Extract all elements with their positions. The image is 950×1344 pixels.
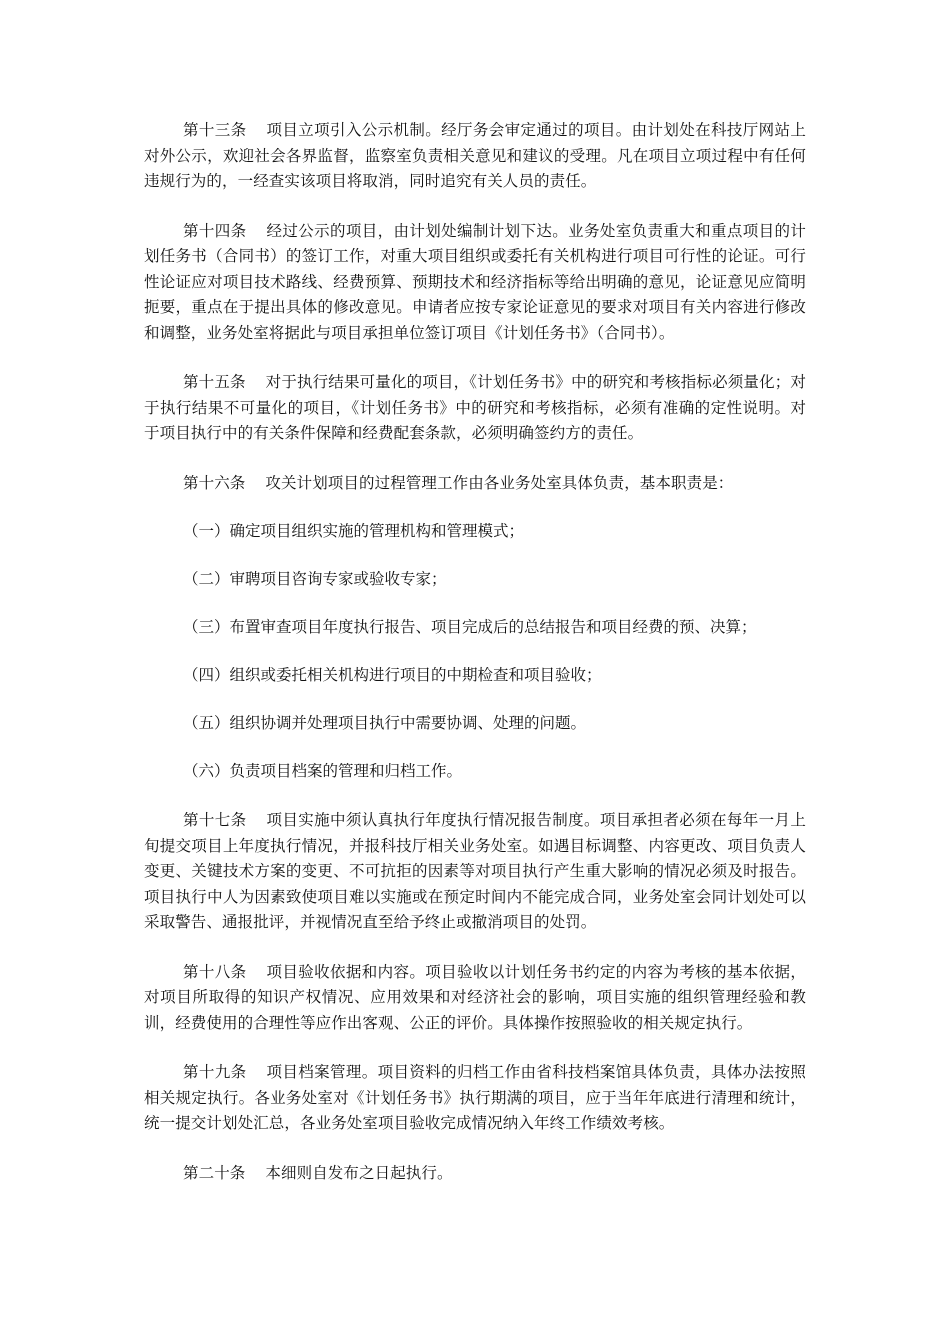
article-label: 第十六条 [183, 473, 246, 492]
article-label: 第二十条 [183, 1163, 246, 1182]
article-18 [144, 960, 806, 1037]
article-20 [144, 1161, 806, 1187]
article-label: 第十七条 [183, 811, 247, 829]
duty-item-2: （二）审聘项目咨询专家或验收专家； [183, 570, 447, 588]
article-14 [144, 219, 806, 347]
article-label: 第十四条 [183, 221, 247, 240]
article-label: 第十三条 [183, 121, 247, 139]
article-text: 本细则自发布之日起执行。 [265, 1163, 453, 1182]
article-13 [144, 118, 806, 195]
article-label: 第十五条 [183, 373, 246, 391]
article-label: 第十八条 [183, 962, 247, 981]
article-17 [144, 808, 806, 936]
article-text: 项目实施中须认真执行年度执行情况报告制度。项目承担者必须在每年一月上旬提交项目上年度执行情况，并报科技厅相关业务处室。如遇目标调整、内容更改、项目负责人变更、关键技术方案的变更、不可抗拒的因素等对项目执行产生重大影响的情况必须及时报告。项目执行中人为因素致使项目难以实施或在预定时间内不能完成合同，业务处室会同计划处可以采取警告、通报批评，并视情况直至给予终止或撤消项目的处罚。 [144, 811, 807, 931]
duty-item-4: （四）组织或委托相关机构进行项目的中期检查和项目验收； [183, 666, 602, 684]
article-text: 项目验收依据和内容。项目验收以计划任务书约定的内容为考核的基本依据，对项目所取得的知识产权情况、应用效果和对经济社会的影响，项目实施的组织管理经验和教训，经费使用的合理性等应作出客观、公正的评价。具体操作按照验收的相关规定执行。 [144, 962, 807, 1032]
article-19 [144, 1060, 806, 1137]
article-15 [144, 370, 806, 447]
duty-item-6: （六）负责项目档案的管理和归档工作。 [183, 762, 463, 780]
duty-item-5: （五）组织协调并处理项目执行中需要协调、处理的问题。 [183, 714, 587, 732]
article-text: 项目档案管理。项目资料的归档工作由省科技档案馆具体负责，具体办法按照相关规定执行。各业务处室对《计划任务书》执行期满的项目，应于当年年底进行清理和统计，统一提交计划处汇总，各业务处室项目验收完成情况纳入年终工作绩效考核。 [144, 1063, 807, 1132]
article-text: 对于执行结果可量化的项目，《计划任务书》中的研究和考核指标必须量化；对于执行结果不可量化的项目，《计划任务书》中的研究和考核指标，必须有准确的定性说明。对于项目执行中的有关条件保障和经费配套条款，必须明确签约方的责任。 [144, 373, 806, 442]
document-body [144, 118, 806, 1210]
duty-item-3: （三）布置审查项目年度执行报告、项目完成后的总结报告和项目经费的预、决算； [183, 618, 757, 636]
article-text: 攻关计划项目的过程管理工作由各业务处室具体负责，基本职责是： [265, 473, 734, 492]
article-16 [144, 471, 806, 497]
article-text: 项目立项引入公示机制。经厅务会审定通过的项目。由计划处在科技厅网站上对外公示，欢迎社会各界监督，监察室负责相关意见和建议的受理。凡在项目立项过程中有任何违规行为的，一经查实该项目将取消，同时追究有关人员的责任。 [144, 121, 807, 190]
article-text: 经过公示的项目，由计划处编制计划下达。业务处室负责重大和重点项目的计划任务书（合同书）的签订工作，对重大项目组织或委托有关机构进行项目可行性的论证。可行性论证应对项目技术路线、经费预算、预期技术和经济指标等给出明确的意见，论证意见应简明扼要，重点在于提出具体的修改意见。申请者应按专家论证意见的要求对项目有关内容进行修改和调整，业务处室将据此与项目承担单位签订项目《计划任务书》（合同书）。 [144, 221, 807, 342]
article-label: 第十九条 [183, 1063, 247, 1081]
duty-item-1: （一）确定项目组织实施的管理机构和管理模式； [183, 522, 525, 540]
